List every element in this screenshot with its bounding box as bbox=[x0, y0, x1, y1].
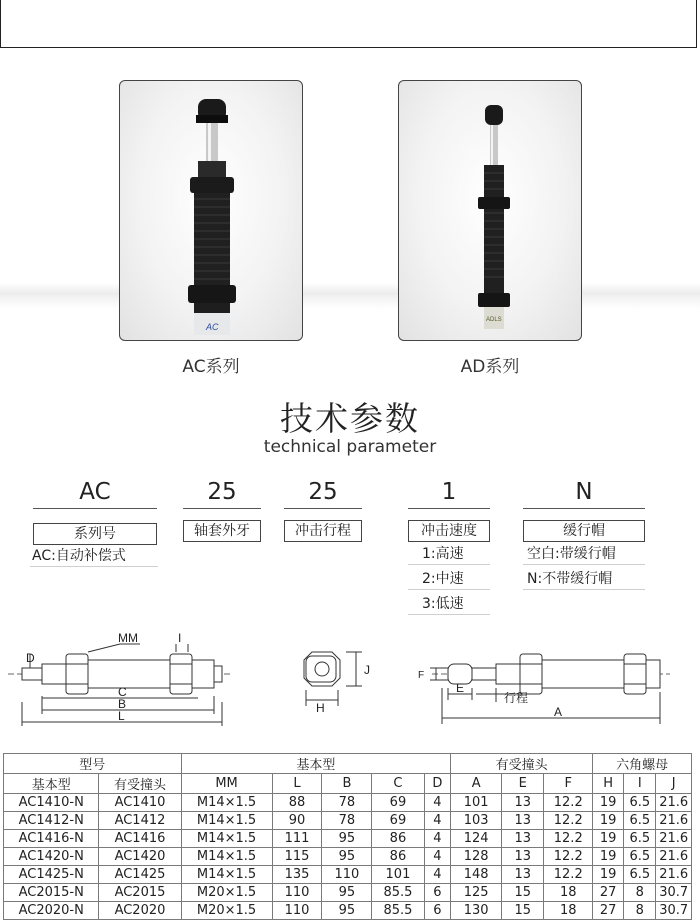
table-cell: 85.5 bbox=[372, 902, 424, 920]
table-cell: 19 bbox=[593, 848, 624, 866]
table-row bbox=[4, 812, 692, 830]
dim-label-h: H bbox=[316, 701, 325, 715]
shock-absorber-ac-image bbox=[120, 81, 303, 341]
section-title-cn: 技术参数 bbox=[280, 399, 420, 438]
dim-label-stroke: 行程 bbox=[504, 691, 529, 705]
table-cell: 110 bbox=[272, 902, 322, 920]
table-cell: 90 bbox=[272, 812, 322, 830]
table-cell: AC1410 bbox=[99, 794, 181, 812]
table-cell: 21.6 bbox=[656, 812, 692, 830]
table-cell: AC2020-N bbox=[4, 902, 99, 920]
option-cap-without: N:不带缓行帽 bbox=[523, 568, 645, 590]
table-cell: 19 bbox=[593, 830, 624, 848]
shock-absorber-ad-image bbox=[399, 81, 582, 341]
table-cell: 69 bbox=[372, 794, 424, 812]
table-cell: 12.2 bbox=[544, 848, 593, 866]
table-cell: 13 bbox=[502, 794, 544, 812]
product-photo-ad bbox=[398, 80, 582, 341]
option-series-ac: AC:自动补偿式 bbox=[30, 545, 158, 567]
option-speed-high: 1:高速 bbox=[408, 543, 490, 565]
table-cell: 128 bbox=[451, 848, 502, 866]
table-cell: 130 bbox=[451, 902, 502, 920]
table-cell: 30.7 bbox=[656, 902, 692, 920]
code-stroke: 25 bbox=[308, 479, 338, 505]
table-cell: 110 bbox=[272, 884, 322, 902]
table-cell: M14×1.5 bbox=[181, 830, 272, 848]
table-cell: 18 bbox=[544, 902, 593, 920]
table-cell: M14×1.5 bbox=[181, 866, 272, 884]
header-hex-nut: 六角螺母 bbox=[593, 754, 692, 774]
col-header: J bbox=[656, 774, 692, 794]
product-photo-ac bbox=[119, 80, 303, 341]
table-cell: 124 bbox=[451, 830, 502, 848]
background-band bbox=[0, 283, 700, 309]
table-cell: 18 bbox=[544, 884, 593, 902]
dim-label-d: D bbox=[26, 651, 35, 665]
table-cell: 78 bbox=[322, 794, 372, 812]
table-cell: 13 bbox=[502, 866, 544, 884]
col-header: D bbox=[424, 774, 451, 794]
label-thread: 轴套外牙 bbox=[183, 520, 261, 542]
table-cell: 21.6 bbox=[656, 794, 692, 812]
col-header: A bbox=[451, 774, 502, 794]
dim-label-b: B bbox=[118, 697, 127, 711]
table-cell: M14×1.5 bbox=[181, 794, 272, 812]
table-cell: 12.2 bbox=[544, 794, 593, 812]
col-header: H bbox=[593, 774, 624, 794]
table-cell: AC1416 bbox=[99, 830, 181, 848]
table-cell: 4 bbox=[424, 812, 451, 830]
dim-label-l: L bbox=[118, 709, 125, 723]
table-cell: 21.6 bbox=[656, 866, 692, 884]
table-row bbox=[4, 830, 692, 848]
caption-ac-series: AC系列 bbox=[182, 357, 240, 377]
spec-table-body bbox=[4, 794, 692, 920]
dim-label-mm: MM bbox=[118, 631, 138, 645]
code-speed-underline bbox=[408, 508, 490, 509]
ac-body-label: AC bbox=[206, 322, 219, 332]
table-cell: 4 bbox=[424, 848, 451, 866]
table-cell: 19 bbox=[593, 812, 624, 830]
col-header: L bbox=[272, 774, 322, 794]
table-cell: 69 bbox=[372, 812, 424, 830]
table-cell: 95 bbox=[322, 884, 372, 902]
table-cell: 4 bbox=[424, 794, 451, 812]
col-header: B bbox=[322, 774, 372, 794]
table-cell: 101 bbox=[372, 866, 424, 884]
table-cell: 110 bbox=[322, 866, 372, 884]
label-speed: 冲击速度 bbox=[408, 520, 490, 542]
table-cell: 88 bbox=[272, 794, 322, 812]
table-cell: 135 bbox=[272, 866, 322, 884]
table-cell: M14×1.5 bbox=[181, 812, 272, 830]
code-cap-underline bbox=[523, 508, 645, 509]
table-cell: M14×1.5 bbox=[181, 848, 272, 866]
table-row bbox=[4, 848, 692, 866]
table-cell: 4 bbox=[424, 830, 451, 848]
dim-label-a: A bbox=[554, 705, 563, 719]
table-cell: 125 bbox=[451, 884, 502, 902]
dimension-drawings bbox=[0, 630, 700, 730]
table-cell: AC1410-N bbox=[4, 794, 99, 812]
option-cap-with: 空白:带缓行帽 bbox=[523, 543, 645, 565]
option-speed-low: 3:低速 bbox=[408, 593, 490, 615]
table-cell: 13 bbox=[502, 812, 544, 830]
table-cell: AC1412-N bbox=[4, 812, 99, 830]
table-cell: 95 bbox=[322, 848, 372, 866]
col-header: F bbox=[544, 774, 593, 794]
option-speed-medium: 2:中速 bbox=[408, 568, 490, 590]
code-thread: 25 bbox=[207, 479, 237, 505]
header-basic-type: 基本型 bbox=[181, 754, 451, 774]
table-cell: 12.2 bbox=[544, 866, 593, 884]
code-series: AC bbox=[79, 479, 111, 505]
table-cell: 111 bbox=[272, 830, 322, 848]
table-cell: 13 bbox=[502, 848, 544, 866]
table-cell: 115 bbox=[272, 848, 322, 866]
table-cell: 103 bbox=[451, 812, 502, 830]
col-header: E bbox=[502, 774, 544, 794]
table-cell: 19 bbox=[593, 866, 624, 884]
table-cell: 27 bbox=[593, 884, 624, 902]
table-row bbox=[4, 794, 692, 812]
table-cell: AC1420 bbox=[99, 848, 181, 866]
table-group-header-row bbox=[4, 754, 692, 774]
table-cell: 27 bbox=[593, 902, 624, 920]
table-cell: 13 bbox=[502, 830, 544, 848]
table-cell: 6.5 bbox=[624, 848, 656, 866]
table-cell: 95 bbox=[322, 830, 372, 848]
table-cell: 6 bbox=[424, 902, 451, 920]
table-cell: 12.2 bbox=[544, 830, 593, 848]
code-stroke-underline bbox=[284, 508, 362, 509]
dim-label-f: F bbox=[418, 670, 425, 681]
table-cell: 6.5 bbox=[624, 812, 656, 830]
ad-body-label: ADLS bbox=[486, 317, 502, 323]
table-cell: 78 bbox=[322, 812, 372, 830]
table-cell: 85.5 bbox=[372, 884, 424, 902]
table-cell: 6.5 bbox=[624, 866, 656, 884]
table-cell: 6.5 bbox=[624, 830, 656, 848]
col-header: MM bbox=[181, 774, 272, 794]
table-row bbox=[4, 902, 692, 920]
table-cell: AC2015 bbox=[99, 884, 181, 902]
section-title-en: technical parameter bbox=[263, 437, 437, 457]
table-cell: AC1425 bbox=[99, 866, 181, 884]
table-row bbox=[4, 866, 692, 884]
table-row bbox=[4, 884, 692, 902]
drawing-stopper-view bbox=[430, 654, 670, 724]
code-cap: N bbox=[575, 479, 593, 505]
dim-label-j: J bbox=[364, 663, 370, 677]
table-cell: 19 bbox=[593, 794, 624, 812]
table-cell: AC2020 bbox=[99, 902, 181, 920]
table-cell: 6.5 bbox=[624, 794, 656, 812]
code-thread-underline bbox=[183, 508, 261, 509]
col-header: I bbox=[624, 774, 656, 794]
table-cell: 8 bbox=[624, 902, 656, 920]
spec-table bbox=[3, 753, 692, 920]
code-speed: 1 bbox=[441, 479, 457, 505]
table-cell: AC1416-N bbox=[4, 830, 99, 848]
table-cell: M20×1.5 bbox=[181, 902, 272, 920]
table-cell: 95 bbox=[322, 902, 372, 920]
col-header: C bbox=[372, 774, 424, 794]
drawing-hex-view bbox=[304, 652, 362, 706]
label-series: 系列号 bbox=[33, 523, 157, 545]
table-cell: 101 bbox=[451, 794, 502, 812]
table-cell: 8 bbox=[624, 884, 656, 902]
label-stroke: 冲击行程 bbox=[284, 520, 362, 542]
table-cell: 15 bbox=[502, 884, 544, 902]
table-cell: 86 bbox=[372, 848, 424, 866]
table-cell: AC1420-N bbox=[4, 848, 99, 866]
header-model: 型号 bbox=[4, 754, 182, 774]
dim-label-e: E bbox=[456, 681, 465, 695]
dim-label-c: C bbox=[118, 685, 127, 699]
col-header: 有受撞头 bbox=[99, 774, 181, 794]
table-cell: 30.7 bbox=[656, 884, 692, 902]
col-header: 基本型 bbox=[4, 774, 99, 794]
top-frame bbox=[0, 0, 697, 48]
caption-ad-series: AD系列 bbox=[460, 357, 520, 377]
table-cell: 21.6 bbox=[656, 830, 692, 848]
dim-label-i: I bbox=[178, 631, 182, 645]
label-cap: 缓行帽 bbox=[523, 520, 645, 542]
table-cell: AC1412 bbox=[99, 812, 181, 830]
table-cell: 21.6 bbox=[656, 848, 692, 866]
table-cell: 86 bbox=[372, 830, 424, 848]
header-stopper: 有受撞头 bbox=[451, 754, 593, 774]
table-cell: AC2015-N bbox=[4, 884, 99, 902]
code-series-underline bbox=[33, 508, 157, 509]
table-cell: 15 bbox=[502, 902, 544, 920]
table-cell: M20×1.5 bbox=[181, 884, 272, 902]
table-cell: 148 bbox=[451, 866, 502, 884]
table-cell: AC1425-N bbox=[4, 866, 99, 884]
table-cell: 12.2 bbox=[544, 812, 593, 830]
table-cell: 4 bbox=[424, 866, 451, 884]
table-cell: 6 bbox=[424, 884, 451, 902]
table-column-header-row bbox=[4, 774, 692, 794]
